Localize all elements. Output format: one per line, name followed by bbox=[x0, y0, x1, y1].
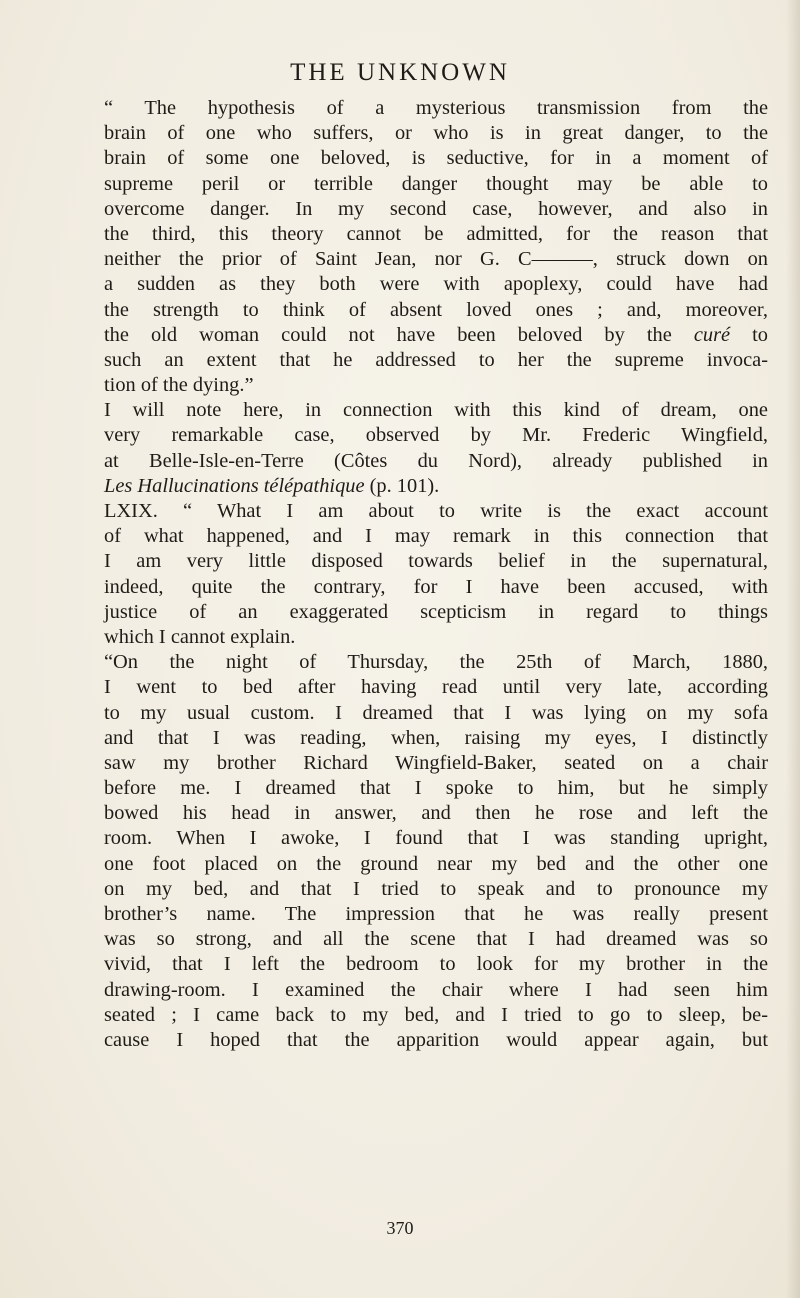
text-line: and that I was reading, when, raising my eyes, I distinctly bbox=[104, 726, 768, 749]
text-line: brother’s name. The impression that he was really present bbox=[104, 903, 768, 925]
running-head: THE UNKNOWN bbox=[290, 59, 510, 86]
text-line: Les Hallucinations télépathique (p. 101). bbox=[104, 474, 440, 497]
text-line: room. When I awoke, I found that I was standing upright, bbox=[104, 827, 768, 850]
text-line: I went to bed after having read until very late, according bbox=[104, 676, 768, 699]
text-line: brain of some one beloved, is seductive, for in a moment of bbox=[104, 147, 768, 170]
text-line: was so strong, and all the scene that I had dreamed was so bbox=[104, 928, 768, 951]
text-line: I am very little disposed towards belief in the supernatural, bbox=[104, 550, 768, 573]
text-line: cause I hoped that the apparition would appear again, but bbox=[104, 1028, 768, 1051]
text-line: I will note here, in connection with this kind of dream, one bbox=[104, 399, 768, 422]
text-line: very remarkable case, observed by Mr. Frederic Wingfield, bbox=[104, 424, 768, 447]
text-line: saw my brother Richard Wingfield-Baker, seated on a chair bbox=[104, 751, 768, 774]
text-line: bowed his head in answer, and then he rose and left the bbox=[104, 802, 768, 825]
text-line: the strength to think of absent loved ones ; and, moreover, bbox=[104, 298, 768, 321]
text-line: justice of an exaggerated scepticism in regard to things bbox=[104, 600, 768, 623]
text-line: of what happened, and I may remark in this connection that bbox=[104, 525, 768, 548]
text-line: LXIX. “ What I am about to write is the exact account bbox=[104, 500, 768, 522]
text-line: such an extent that he addressed to her the supreme invoca- bbox=[104, 348, 768, 371]
text-line: supreme peril or terrible danger thought may be able to bbox=[104, 172, 768, 195]
text-line: to my usual custom. I dreamed that I was lying on my sofa bbox=[104, 701, 768, 724]
text-line: seated ; I came back to my bed, and I tried to go to sleep, be- bbox=[104, 1003, 768, 1026]
text-line: overcome danger. In my second case, however, and also in bbox=[104, 197, 768, 220]
text-line: indeed, quite the contrary, for I have been accused, with bbox=[104, 575, 768, 598]
text-line: vivid, that I left the bedroom to look for my brother in the bbox=[104, 953, 768, 976]
text-line: on my bed, and that I tried to speak and to pronounce my bbox=[104, 877, 768, 900]
text-line: the third, this theory cannot be admitted, for the reason that bbox=[104, 222, 768, 245]
text-line: drawing-room. I examined the chair where I had seen him bbox=[104, 978, 768, 1001]
text-line: neither the prior of Saint Jean, nor G. C———, struck down on bbox=[104, 248, 768, 271]
page-number: 370 bbox=[386, 1218, 414, 1238]
text-line: one foot placed on the ground near my bed and the other one bbox=[104, 852, 768, 875]
text-line: at Belle-Isle-en-Terre (Côtes du Nord), already published in bbox=[104, 449, 768, 472]
text-line: “On the night of Thursday, the 25th of March, 1880, bbox=[104, 651, 768, 674]
body-text bbox=[104, 96, 768, 1053]
text-line: which I cannot explain. bbox=[104, 625, 296, 648]
text-line: “ The hypothesis of a mysterious transmission from the bbox=[104, 97, 768, 119]
text-line: tion of the dying.” bbox=[104, 374, 254, 397]
text-line: the old woman could not have been beloved by the curé to bbox=[104, 323, 768, 346]
text-line: a sudden as they both were with apoplexy, could have had bbox=[104, 273, 768, 296]
text-line: before me. I dreamed that I spoke to him, but he simply bbox=[104, 777, 768, 800]
text-line: brain of one who suffers, or who is in great danger, to the bbox=[104, 122, 768, 145]
